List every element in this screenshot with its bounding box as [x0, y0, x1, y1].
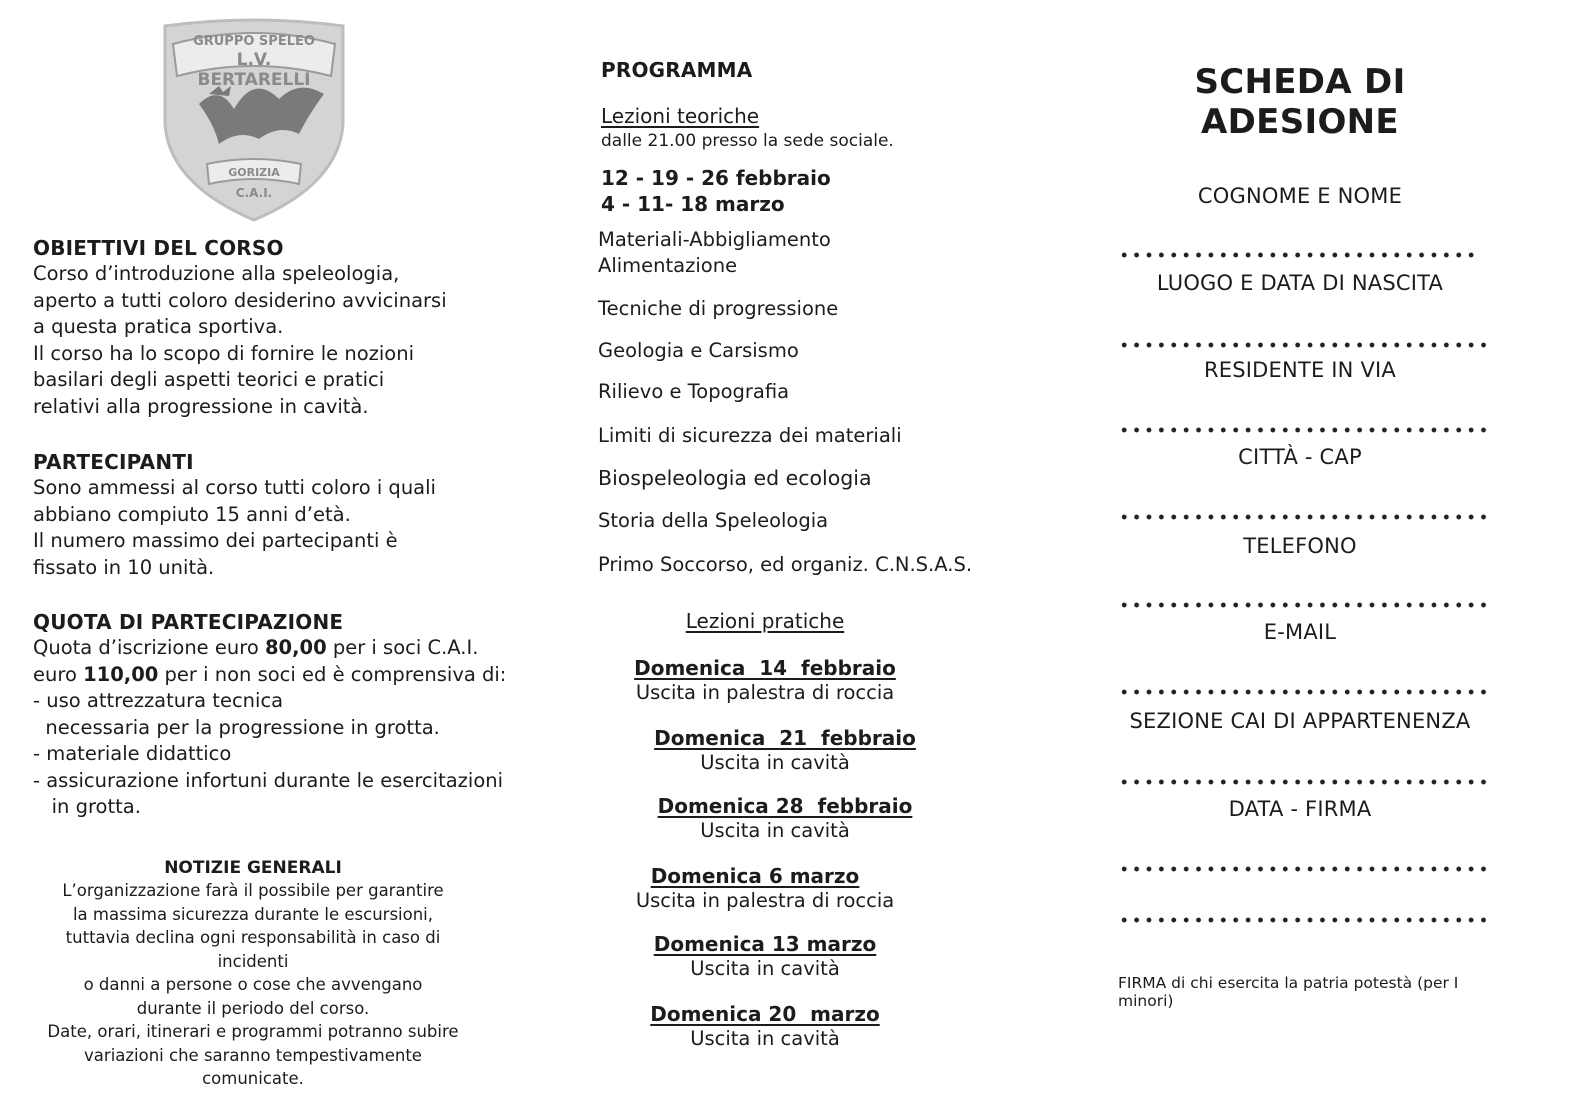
obiettivi-title: OBIETTIVI DEL CORSO — [33, 236, 284, 260]
topic-item: Materiali-Abbigliamento — [598, 228, 831, 251]
partecipanti-title: PARTECIPANTI — [33, 450, 194, 474]
topic-item: Rilievo e Topografia — [598, 380, 790, 403]
field-label-luogo-data-nascita: LUOGO E DATA DI NASCITA — [1156, 271, 1444, 295]
quota-item: in grotta. — [33, 795, 141, 818]
teoriche-dates-mar: 4 - 11- 18 marzo — [601, 192, 785, 216]
logo-name: L.V. BERTARELLI — [197, 50, 311, 90]
partecipanti-line: fissato in 10 unità. — [33, 555, 215, 579]
field-line-telefono[interactable] — [1118, 602, 1488, 608]
field-label-telefono: TELEFONO — [1243, 534, 1357, 558]
field-line-sezione-cai[interactable] — [1118, 779, 1488, 785]
pratica-desc: Uscita in cavità — [700, 751, 850, 774]
notizie-line: la massima sicurezza durante le escursioni, — [72, 904, 434, 924]
club-logo — [159, 14, 349, 224]
logo-org: C.A.I. — [235, 186, 273, 200]
notizie-line: tuttavia declina ogni responsabilità in caso di incidenti — [65, 928, 441, 971]
section-partecipanti — [33, 450, 503, 581]
pratiche-title: Lezioni pratiche — [685, 609, 845, 633]
partecipanti-line: abbiano compiuto 15 anni d’età. — [33, 502, 351, 526]
teoriche-title: Lezioni teoriche — [601, 104, 760, 128]
notizie-line: o danni a persone o cose che avvengano — [83, 975, 423, 994]
field-line-citta-cap[interactable] — [1118, 514, 1488, 520]
field-label-email: E-MAIL — [1263, 620, 1337, 644]
pratica-date: Domenica 6 marzo — [650, 864, 860, 888]
pratica-date: Domenica 21 febbraio — [654, 726, 916, 750]
pratica-desc: Uscita in palestra di roccia — [635, 681, 895, 704]
topic-item: Geologia e Carsismo — [598, 339, 799, 362]
field-label-citta-cap: CITTÀ - CAP — [1238, 445, 1362, 469]
section-notizie — [33, 858, 473, 1091]
teoriche-dates-feb: 12 - 19 - 26 febbraio — [601, 166, 831, 190]
partecipanti-line: Sono ammessi al corso tutti coloro i quali — [33, 476, 436, 499]
pratica-item — [620, 864, 910, 912]
pratica-desc: Uscita in cavità — [700, 819, 850, 842]
quota-text: Quota d’iscrizione euro — [33, 636, 265, 659]
field-line-cognome-nome[interactable] — [1118, 252, 1480, 258]
obiettivi-line: basilari degli aspetti teorici e pratici — [33, 368, 385, 391]
quota-item: necessaria per la progressione in grotta. — [33, 715, 440, 739]
topic-item: Biospeleologia ed ecologia — [598, 466, 872, 490]
field-line-firma-genitore[interactable] — [1118, 917, 1488, 923]
obiettivi-line: Corso d’introduzione alla speleologia, — [33, 262, 400, 285]
quota-text: per i soci C.A.I. — [326, 636, 479, 659]
notizie-line: L’organizzazione farà il possibile per garantire — [62, 881, 444, 900]
section-quota — [33, 610, 513, 821]
topic-item: Tecniche di progressione — [598, 297, 839, 320]
field-label-sezione-cai: SEZIONE CAI DI APPARTENENZA — [1129, 709, 1471, 733]
field-line-email[interactable] — [1118, 689, 1488, 695]
notizie-title: NOTIZIE GENERALI — [164, 858, 342, 878]
field-line-residente[interactable] — [1118, 427, 1488, 433]
field-label-residente: RESIDENTE IN VIA — [1203, 358, 1396, 382]
topic-item: Alimentazione — [598, 254, 738, 277]
topic-item: Primo Soccorso, ed organiz. C.N.S.A.S. — [598, 553, 973, 576]
pratica-date: Domenica 28 febbraio — [657, 794, 913, 818]
quota-item: - uso attrezzatura tecnica — [33, 689, 284, 712]
pratica-desc: Uscita in palestra di roccia — [635, 889, 895, 912]
teoriche-subtitle: dalle 21.00 presso la sede sociale. — [601, 131, 894, 151]
notizie-line: durante il periodo del corso. — [136, 998, 370, 1018]
field-line-data-firma[interactable] — [1118, 866, 1488, 872]
quota-item: - materiale didattico — [33, 742, 232, 765]
field-line-luogo-data-nascita[interactable] — [1118, 342, 1488, 348]
quota-text: euro — [33, 662, 84, 686]
logo-top-text: GRUPPO SPELEO — [193, 34, 315, 49]
field-label-cognome-nome: COGNOME E NOME — [1197, 184, 1403, 208]
programma-title: PROGRAMMA — [601, 58, 753, 82]
topic-item: Limiti di sicurezza dei materiali — [598, 424, 902, 447]
topic-item: Storia della Speleologia — [598, 509, 829, 532]
pratica-date: Domenica 14 febbraio — [634, 656, 896, 680]
pratica-item — [620, 1002, 910, 1050]
quota-line-non-soci — [33, 662, 513, 689]
quota-text: per i non soci ed è comprensiva di: — [158, 662, 507, 686]
quota-amount-soci: 80,00 — [264, 636, 327, 659]
pratica-item — [620, 932, 910, 980]
obiettivi-line: aperto a tutti coloro desiderino avvicinarsi — [33, 288, 447, 312]
field-label-data-firma: DATA - FIRMA — [1228, 797, 1372, 821]
section-obiettivi — [33, 236, 503, 420]
notizie-line: variazioni che saranno tempestivamente comunicate. — [84, 1045, 422, 1088]
quota-title: QUOTA DI PARTECIPAZIONE — [33, 610, 344, 634]
pratica-desc: Uscita in cavità — [690, 957, 840, 980]
notizie-line: Date, orari, itinerari e programmi potranno subire — [47, 1022, 459, 1041]
obiettivi-line: Il corso ha lo scopo di fornire le nozioni — [33, 341, 414, 365]
footer-firma-minori: FIRMA di chi esercita la patria potestà (per I minori) — [1118, 974, 1459, 1010]
quota-amount-non-soci: 110,00 — [83, 662, 159, 686]
quota-item: - assicurazione infortuni durante le esercitazioni — [33, 768, 504, 792]
quota-line-soci — [33, 635, 513, 662]
partecipanti-line: Il numero massimo dei partecipanti è — [33, 529, 398, 552]
pratica-item — [620, 656, 910, 704]
logo-city: GORIZIA — [228, 166, 280, 179]
obiettivi-line: relativi alla progressione in cavità. — [33, 394, 369, 418]
pratica-item — [640, 794, 930, 842]
pratica-item — [640, 726, 930, 774]
scheda-title: SCHEDA DI ADESIONE — [1194, 62, 1406, 142]
pratica-desc: Uscita in cavità — [690, 1027, 840, 1050]
pratica-date: Domenica 13 marzo — [653, 932, 877, 956]
pratica-date: Domenica 20 marzo — [650, 1002, 880, 1026]
obiettivi-line: a questa pratica sportiva. — [33, 315, 284, 338]
